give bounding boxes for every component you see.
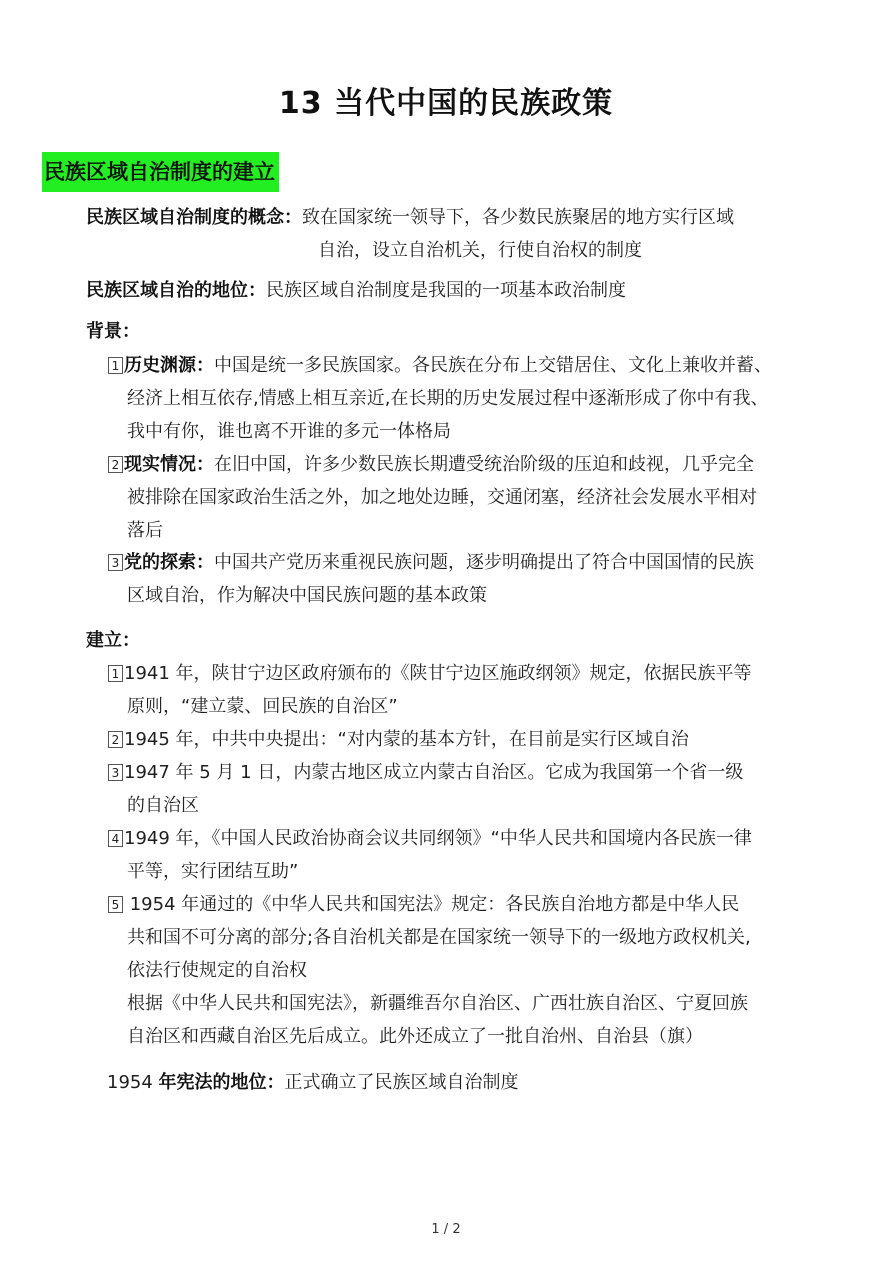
- status-line: [86, 278, 626, 304]
- item-number-badge: 3: [108, 554, 123, 571]
- background-item-1-line-3: 我中有你，谁也离不开谁的多元一体格局: [127, 421, 451, 442]
- establishment-item-4-line-2: 平等，实行团结互助”: [127, 861, 299, 882]
- background-item-3: [108, 550, 754, 576]
- establishment-item-5-line-5: 自治区和西藏自治区先后成立。此外还成立了一批自治州、自治县（旗）: [127, 1026, 703, 1047]
- establishment-item-5-line-3: 依法行使规定的自治权: [127, 960, 307, 981]
- concept-line-2: 自治，设立自治机关，行使自治权的制度: [318, 240, 642, 261]
- section-heading: 民族区域自治制度的建立: [42, 152, 279, 192]
- background-item-2: [108, 452, 754, 478]
- constitution-year: 1954: [107, 1072, 159, 1093]
- background-item-text: 中国共产党历来重视民族问题，逐步明确提出了符合中国国情的民族: [214, 552, 754, 573]
- background-item-1-line-2: 经济上相互依存,情感上相互亲近,在长期的历史发展过程中逐渐形成了你中有我、: [127, 388, 769, 409]
- establishment-item-text: 1945 年，中共中央提出：“对内蒙的基本方针，在目前是实行区域自治: [124, 729, 689, 750]
- constitution-status-line: [107, 1070, 519, 1096]
- page-number: 1 / 2: [431, 1222, 461, 1237]
- background-item-2-line-3: 落后: [127, 520, 163, 541]
- concept-line-1: [86, 205, 734, 231]
- establishment-item-5-line-4: 根据《中华人民共和国宪法》，新疆维吾尔自治区、广西壮族自治区、宁夏回族: [127, 993, 748, 1014]
- constitution-label: 年宪法的地位：: [158, 1072, 285, 1093]
- item-number-badge: 5: [108, 896, 123, 913]
- item-number-badge: 1: [108, 357, 123, 374]
- establishment-item-text: 1954 年通过的《中华人民共和国宪法》规定：各民族自治地方都是中华人民: [124, 894, 740, 915]
- concept-label: 民族区域自治制度的概念：: [86, 207, 302, 228]
- background-item-text: 在旧中国，许多少数民族长期遭受统治阶级的压迫和歧视，几乎完全: [214, 454, 754, 475]
- item-number-badge: 2: [108, 456, 123, 473]
- concept-text-1: 致在国家统一领导下，各少数民族聚居的地方实行区域: [302, 207, 734, 228]
- background-item-1: [108, 353, 772, 379]
- item-number-badge: 3: [108, 764, 123, 781]
- establishment-item-3-line-2: 的自治区: [127, 795, 199, 816]
- establishment-item-5-line-2: 共和国不可分离的部分;各自治机关都是在国家统一领导下的一级地方政权机关,: [127, 927, 751, 948]
- establishment-item-text: 1941 年，陕甘宁边区政府颁布的《陕甘宁边区施政纲领》规定，依据民族平等: [124, 663, 752, 684]
- background-item-label: 现实情况：: [124, 454, 214, 475]
- background-item-2-line-2: 被排除在国家政治生活之外，加之地处边睡，交通闭塞，经济社会发展水平相对: [127, 487, 757, 508]
- item-number-badge: 4: [108, 830, 123, 847]
- item-number-badge: 1: [108, 665, 123, 682]
- establishment-label: 建立：: [86, 630, 140, 651]
- establishment-item-2: [108, 727, 689, 753]
- establishment-item-1-line-2: 原则，“建立蒙、回民族的自治区”: [127, 696, 398, 717]
- background-item-text: 中国是统一多民族国家。各民族在分布上交错居住、文化上兼收并蓄、: [214, 355, 772, 376]
- page-title: 13 当代中国的民族政策: [278, 86, 614, 121]
- establishment-item-4: [108, 826, 752, 852]
- constitution-text: 正式确立了民族区域自治制度: [284, 1072, 519, 1093]
- establishment-item-5: [108, 892, 739, 918]
- establishment-item-text: 1947 年 5 月 1 日，内蒙古地区成立内蒙古自治区。它成为我国第一个省一级: [124, 762, 744, 783]
- establishment-item-text: 1949 年，《中国人民政治协商会议共同纲领》“中华人民共和国境内各民族一律: [124, 828, 752, 849]
- status-label: 民族区域自治的地位：: [86, 280, 266, 301]
- background-label: 背景：: [86, 321, 140, 342]
- item-number-badge: 2: [108, 731, 123, 748]
- background-item-3-line-2: 区域自治，作为解决中国民族问题的基本政策: [127, 585, 487, 606]
- background-item-label: 历史渊源：: [124, 355, 214, 376]
- establishment-item-3: [108, 760, 743, 786]
- status-text: 民族区域自治制度是我国的一项基本政治制度: [266, 280, 626, 301]
- background-item-label: 党的探索：: [124, 552, 214, 573]
- establishment-item-1: [108, 661, 752, 687]
